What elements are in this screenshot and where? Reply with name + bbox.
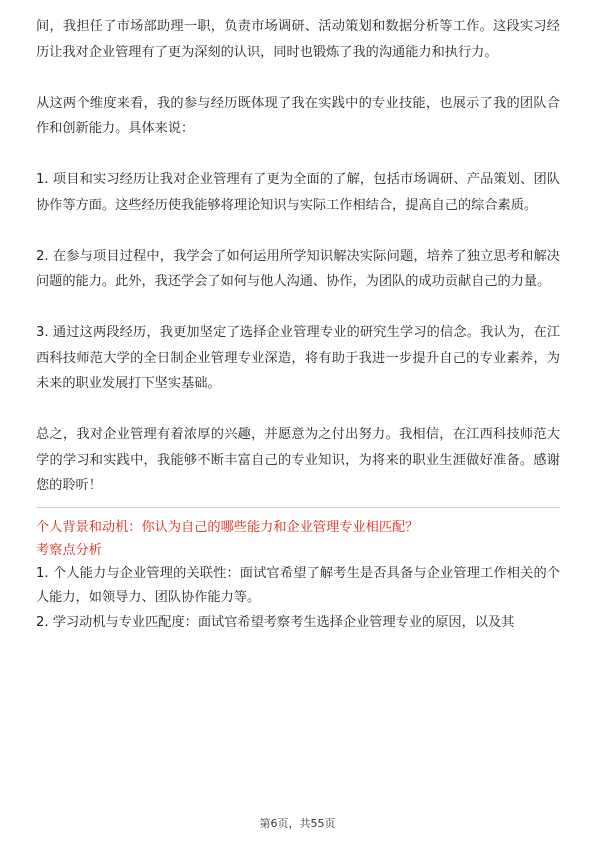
analysis-item-2: 2. 学习动机与专业匹配度：面试官希望考察考生选择企业管理专业的原因，以及其: [36, 614, 515, 630]
paragraph-gap: [36, 65, 560, 91]
analysis-item-1: 1. 个人能力与企业管理的关联性：面试官希望了解考生是否具备与企业管理工作相关的个人能力，如领导力、团队协作能力等。: [36, 565, 560, 605]
paragraph-internship-intro: 间，我担任了市场部助理一职，负责市场调研、活动策划和数据分析等工作。这段实习经历让我对企业管理有了更为深刻的认识，同时也锻炼了我的沟通能力和执行力。: [36, 19, 560, 60]
paragraph-point-3: 3. 通过这两段经历，我更加坚定了选择企业管理专业的研究生学习的信念。我认为，在江西科技师范大学的全日制企业管理专业深造，将有助于我进一步提升自己的专业素养，为未来的职业发展打下坚实基础。: [36, 325, 560, 391]
section-divider: [36, 507, 560, 508]
paragraph-gap: [36, 142, 560, 168]
paragraph-gap: [36, 397, 560, 423]
paragraph-conclusion: 总之，我对企业管理有着浓厚的兴趣，并愿意为之付出努力。我相信，在江西科技师范大学的学习和实践中，我能够不断丰富自己的专业知识，为将来的职业生涯做好准备。感谢您的聆听！: [36, 427, 560, 493]
paragraph-gap: [36, 218, 560, 244]
interview-question: 个人背景和动机：你认为自己的哪些能力和企业管理专业相匹配？: [36, 519, 419, 535]
paragraph-gap: [36, 295, 560, 321]
page-number: 第6页，共55页: [259, 817, 336, 830]
paragraph-point-2: 2. 在参与项目过程中，我学会了如何运用所学知识解决实际问题，培养了独立思考和解决问题的能力。此外，我还学会了如何与他人沟通、协作，为团队的成功贡献自己的力量。: [36, 248, 560, 289]
paragraph-dimensions: 从这两个维度来看，我的参与经历既体现了我在实践中的专业技能，也展示了我的团队合作和创新能力。具体来说：: [36, 95, 560, 136]
document-body: [36, 14, 560, 635]
paragraph-point-1: 1. 项目和实习经历让我对企业管理有了更为全面的了解，包括市场调研、产品策划、团队协作等方面。这些经历使我能够将理论知识与实际工作相结合，提高自己的综合素质。: [36, 172, 560, 213]
analysis-heading: 考察点分析: [36, 542, 102, 558]
